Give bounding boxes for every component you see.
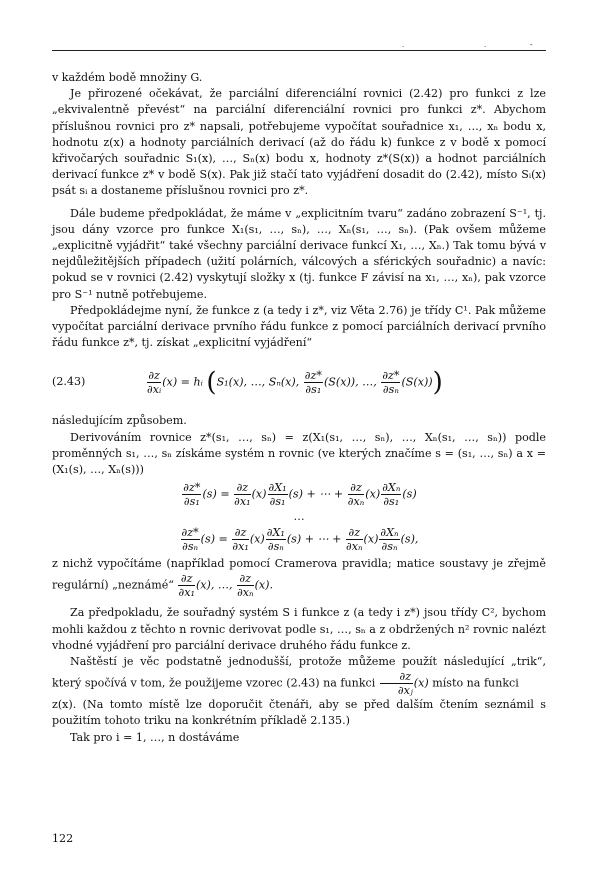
system-row-n: $\frac{\partial z*}{\text{∂sₙ}}$ (s) = $\frac{\partial z}{\text{∂x₁}}$ (x) $\frac{\text{∂X₁}}{\text{∂sₙ}}$ (s) + ⋯ + $\frac{\partial z}{\text{∂xₙ}}$ (x) $\frac{\text{∂Xₙ}}{\text{∂sₙ}}$ (s), (181, 526, 419, 554)
fraction: $\frac{\partial z*}{\text{∂sₙ}}$ (382, 368, 400, 396)
left-paren: ( (206, 367, 217, 398)
page-number: 122 (52, 832, 74, 845)
paragraph: v každém bodě množiny G. (52, 71, 203, 84)
header-mark: . (402, 41, 405, 49)
right-paren: ) (432, 367, 443, 398)
header-rule (52, 50, 546, 51)
fraction: $\frac{\partial z}{\text{∂xₙ}}$ (237, 572, 254, 600)
paragraph: Naštěstí je věc podstatně jednodušší, protože můžeme použít následující „trik“, který spočívá v tom, že použijeme vzorec (2.43) na funkci $\frac{\partial z}{\text{∂xⱼ}}$ (x) místo na funkci (52, 655, 546, 698)
system-dots: … (293, 510, 305, 524)
paragraph: Je přirozené očekávat, že parciální diferenciální rovnici (2.42) pro funkci z lze „ekvivalentně převést“ na parciální diferenciální rovnici pro funkci z*. Abychom příslušnou rovnici pro z* napsali, potřebujeme vypočítat souřadnice x₁, …, xₙ bodu x, hodnotu z(x) a hodnoty parciálních derivací (až do řádu k) funkce z v bodě x pomocí křivočarých souřadnic S₁(x), …, Sₙ(x) bodu x, hodnoty z*(S(x)) a hodnot parciálních derivací funkce z* v bodě S(x). Pak již stačí tato vyjádření dosadit do (2.42), místo Sᵢ(x) psát sᵢ a dostaneme příslušnou rovnici pro z*. (52, 87, 546, 198)
paragraph: Za předpokladu, že souřadný systém S i funkce z (a tedy i z*) jsou třídy C², bychom mohli každou z těchto n rovnic derivovat podle s₁, …, sₙ a z obdržených n² rovnic nalézt vhodné vyjádření pro parciální derivace druhého řádu funkce z. (52, 606, 546, 652)
equation-number: (2.43) (52, 375, 86, 389)
paragraph: Tak pro i = 1, …, n dostáváme (70, 730, 240, 744)
paragraph: Derivováním rovnice z*(s₁, …, sₙ) = z(X₁(s₁, …, sₙ), …, Xₙ(s₁, …, sₙ)) podle proměnných s₁, …, sₙ získáme systém n rovnic (ve kterých značíme s = (s₁, …, sₙ) a x = (X₁(s), …, Xₙ(s))) (52, 430, 546, 477)
page-body (52, 70, 546, 746)
fraction: $\frac{\partial z*}{\text{∂s₁}}$ (304, 368, 322, 396)
paragraph: následujícím způsobem. (52, 414, 187, 428)
paragraph: Dále budeme předpokládat, že máme v „explicitním tvaru“ zadáno zobrazení S⁻¹, tj. jsou dány vzorce pro funkce X₁(s₁, …, sₙ), …, Xₙ(s₁, …, sₙ). (Pak ovšem můžeme „explicitně vyjádřit“ také všechny parciální derivace funkcí X₁, …, Xₙ.) Tak tomu bývá v nejdůležitějších případech (užití polárních, válcových a sférických souřadnic) a navíc: pokud se v rovnici (2.42) vyskytují složky x (tj. funkce F závisí na x₁, …, xₙ), pak vzorce pro S⁻¹ nutně potřebujeme. (52, 206, 546, 301)
header-mark: . (484, 41, 487, 49)
equation-body: $\frac{\partial z}{\text{∂xᵢ}}$ (x) = hᵢ (S₁(x), …, Sₙ(x), $\frac{\partial z*}{\text{∂s₁}}$ (S(x)), …, $\frac{\partial z*}{\text{∂sₙ}}$ (S(x))) (147, 367, 443, 398)
fraction: $\frac{\partial z}{\text{∂xᵢ}}$ (147, 368, 162, 396)
header-mark: - (530, 41, 533, 49)
fraction: $\frac{\partial z}{\text{∂xⱼ}}$ (380, 670, 413, 697)
paragraph: Předpokládejme nyní, že funkce z (a tedy i z*, viz Věta 2.76) je třídy C¹. Pak můžeme vypočítat parciální derivace prvního řádu funkce z pomocí parciálních derivací prvního řádu funkce z*, tj. získat „explicitní vyjádření“ (52, 303, 546, 350)
fraction: $\frac{\partial z}{\text{∂x₁}}$ (178, 572, 195, 600)
system-row-1: $\frac{\partial z*}{\text{∂s₁}}$ (s) = $\frac{\partial z}{\text{∂x₁}}$ (x) $\frac{\text{∂X₁}}{\text{∂s₁}}$ (s) + ⋯ + $\frac{\partial z}{\text{∂xₙ}}$ (x) $\frac{\text{∂Xₙ}}{\text{∂s₁}}$ (s) (183, 481, 417, 509)
paragraph: z nichž vypočítáme (například pomocí Cramerova pravidla; matice soustavy je zřejmě regulární) „neznámé“ $\frac{\partial z}{\text{∂x₁}}$ (x), …, $\frac{\partial z}{\text{∂xₙ}}$ (x). (52, 557, 546, 600)
paragraph: z(x). (Na tomto místě lze doporučit čtenáři, aby se před dalším čtením seznámil s použitím tohoto triku na konkrétním příkladě 2.135.) (52, 698, 546, 728)
equation-2-43 (52, 359, 546, 405)
